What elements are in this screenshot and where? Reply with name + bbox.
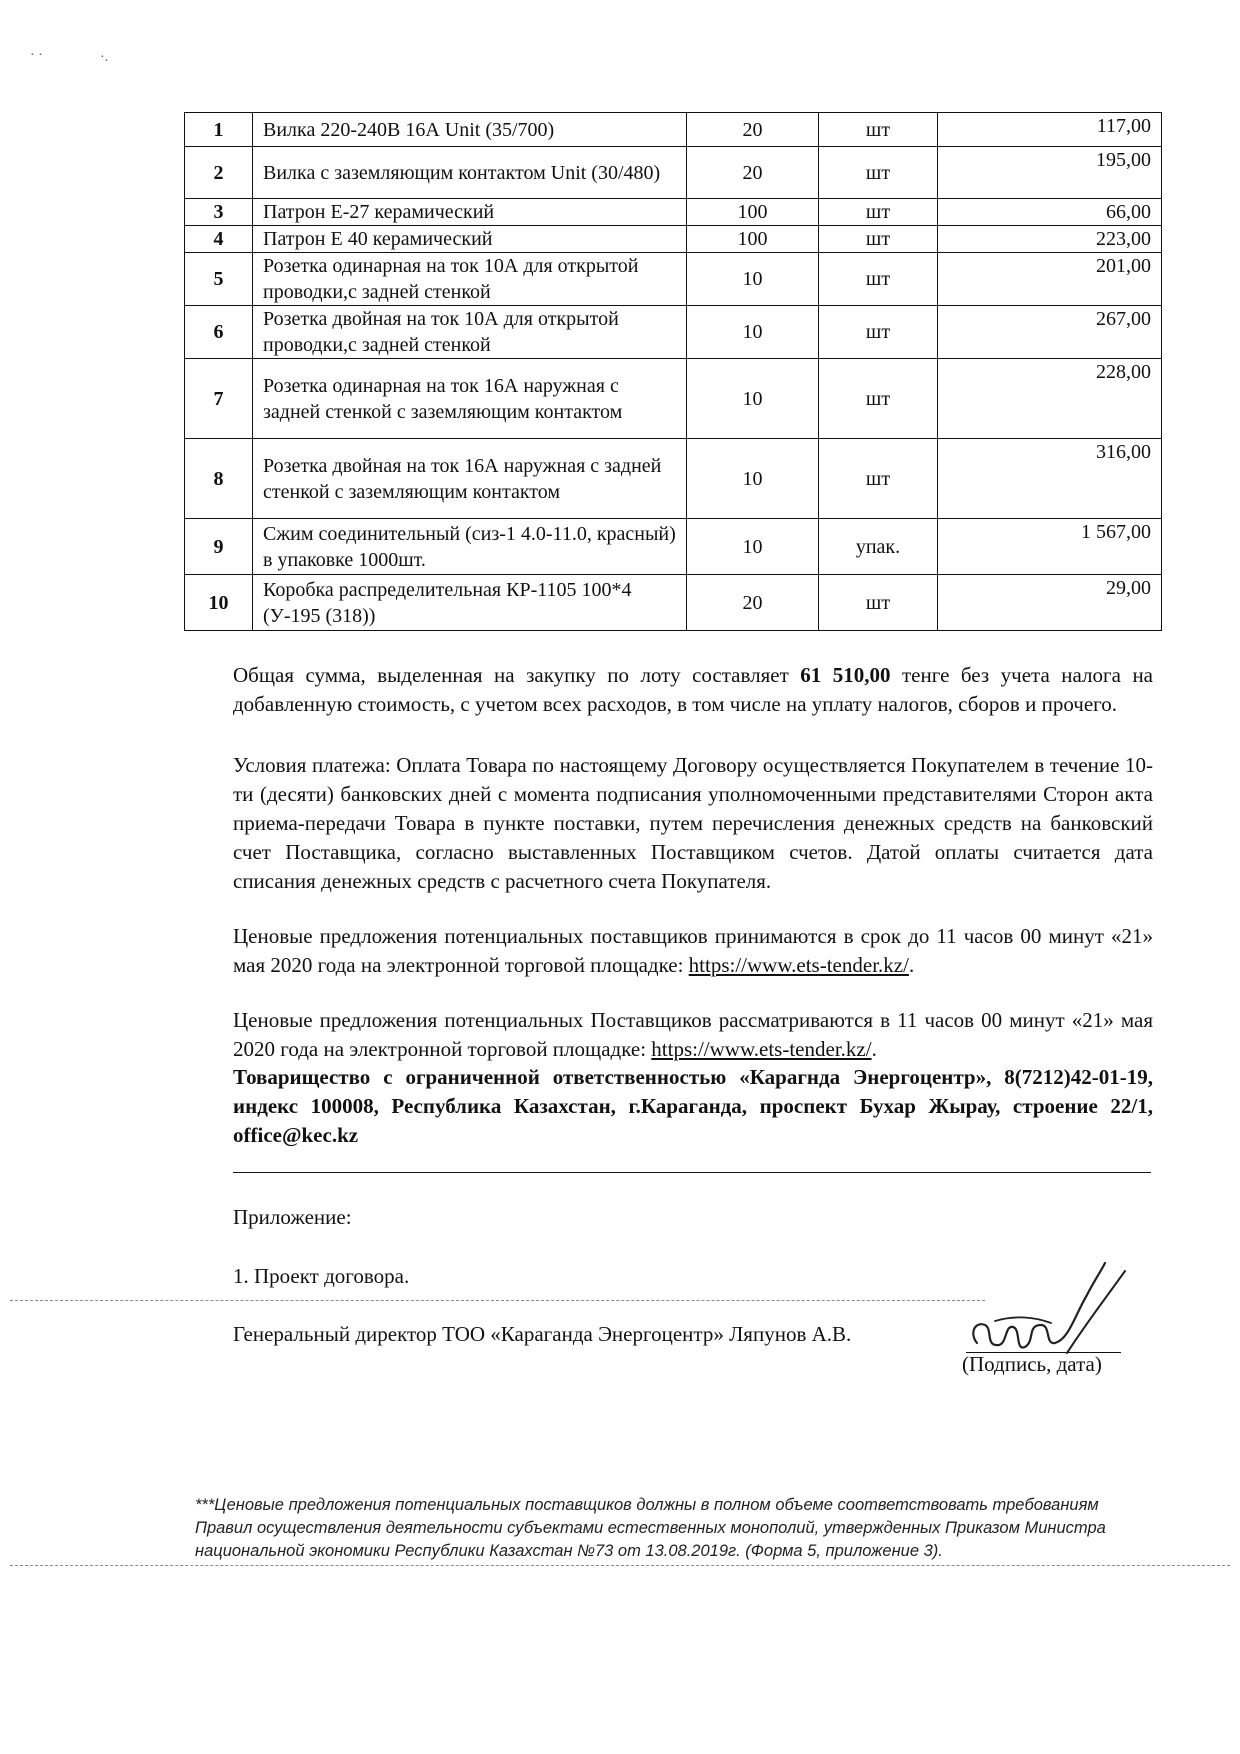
item-unit: шт [819,226,938,253]
item-name: Патрон Е-27 керамический [253,199,687,226]
item-quantity: 10 [687,519,819,575]
table-row [185,199,1162,226]
offers-review-text: Ценовые предложения потенциальных Поставщиков рассматриваются в 11 часов 00 минут «21» мая 2020 года на электронной торговой площадке: [233,1008,1153,1061]
signature-caption [962,1350,1102,1379]
row-number: 5 [185,253,253,306]
footnote-text: ***Ценовые предложения потенциальных поставщиков должны в полном объеме соответствовать требованиям Правил осуществления деятельности субъектами естественных монополий, утвержденных Приказом Министра национальной экономики Республики Казахстан №73 от 13.08.2019г. (Форма 5, приложение 3). [195,1496,1106,1560]
table-row [185,439,1162,519]
row-number: 3 [185,199,253,226]
offers-review-end: . [871,1037,877,1061]
payment-terms-text: Условия платежа: Оплата Товара по настоящему Договору осуществляется Покупателем в течение 10-ти (десяти) банковских дней с момента подписания уполномоченными представителями Сторон акта приема-передачи Товара в пункте поставки, путем перечисления денежных средств на банковский счет Поставщика, согласно выставленных Поставщиком счетов. Датой оплаты считается дата списания денежных средств с расчетного счета Покупателя. [233,753,1153,893]
item-unit: шт [819,199,938,226]
item-quantity: 20 [687,575,819,631]
item-price: 228,00 [938,359,1162,439]
scan-speck: · · [30,48,43,63]
table-row [185,575,1162,631]
table-row [185,359,1162,439]
item-price: 195,00 [938,147,1162,199]
item-price: 117,00 [938,113,1162,147]
table-row [185,226,1162,253]
table-row [185,253,1162,306]
signer-name: Генеральный директор ТОО «Караганда Энергоцентр» Ляпунов А.В. [233,1322,852,1346]
total-text-start: Общая сумма, выделенная на закупку по лоту составляет [233,663,801,687]
paragraph-payment-terms [233,751,1153,896]
table-row [185,519,1162,575]
total-text-end: тенге без учета налога на добавленную стоимость, с учетом всех расходов, в том числе на уплату налогов, сборов и прочего. [233,663,1154,716]
table-row [185,147,1162,199]
item-price: 223,00 [938,226,1162,253]
table-row [185,113,1162,147]
row-number: 8 [185,439,253,519]
item-quantity: 10 [687,359,819,439]
offers-deadline-text: Ценовые предложения потенциальных поставщиков принимаются в срок до 11 часов 00 минут «21» мая 2020 года на электронной торговой площадке: [233,924,1153,977]
item-quantity: 10 [687,253,819,306]
item-quantity: 10 [687,306,819,359]
paragraph-offers-review [233,1006,1153,1064]
appendix-label: Приложение: [233,1205,352,1229]
offers-deadline-end: . [908,953,915,977]
item-name: Патрон Е 40 керамический [253,226,687,253]
item-price: 316,00 [938,439,1162,519]
item-quantity: 100 [687,199,819,226]
item-unit: шт [819,359,938,439]
item-unit: шт [819,575,938,631]
item-price: 1 567,00 [938,519,1162,575]
item-unit: шт [819,253,938,306]
item-unit: шт [819,439,938,519]
item-unit: шт [819,113,938,147]
item-quantity: 20 [687,147,819,199]
separator-line [233,1172,1151,1173]
paragraph-total [233,661,1153,719]
item-quantity: 100 [687,226,819,253]
scan-line [10,1300,985,1301]
item-price: 66,00 [938,199,1162,226]
ets-tender-link-2[interactable]: https://www.ets-tender.kz/ [651,1037,872,1061]
item-unit: шт [819,306,938,359]
paragraph-organizer [233,1063,1153,1150]
item-name: Розетка двойная на ток 16А наружная с задней стенкой с заземляющим контактом [253,439,687,519]
row-number: 2 [185,147,253,199]
item-name: Сжим соединительный (сиз-1 4.0-11.0, красный) в упаковке 1000шт. [253,519,687,575]
item-name: Розетка одинарная на ток 16А наружная с задней стенкой с заземляющим контактом [253,359,687,439]
item-name: Вилка 220-240В 16А Unit (35/700) [253,113,687,147]
item-price: 29,00 [938,575,1162,631]
item-quantity: 20 [687,113,819,147]
appendix-item-text: 1. Проект договора. [233,1264,410,1288]
row-number: 1 [185,113,253,147]
signature-caption-text: (Подпись, дата) [962,1352,1102,1376]
item-name: Розетка одинарная на ток 10А для открытой проводки,с задней стенкой [253,253,687,306]
row-number: 10 [185,575,253,631]
item-quantity: 10 [687,439,819,519]
row-number: 6 [185,306,253,359]
scan-speck: ·. [100,50,109,65]
handwritten-signature [955,1255,1135,1365]
item-price: 267,00 [938,306,1162,359]
item-unit: упак. [819,519,938,575]
item-price: 201,00 [938,253,1162,306]
total-amount: 61 510,00 [800,663,891,687]
appendix-heading [233,1203,1153,1232]
paragraph-offers-deadline [233,922,1153,980]
item-name: Вилка с заземляющим контактом Unit (30/480) [253,147,687,199]
table-row [185,306,1162,359]
row-number: 9 [185,519,253,575]
row-number: 7 [185,359,253,439]
footnote [195,1494,1125,1563]
organizer-details: Товарищество с ограниченной ответственностью «Карагнда Энергоцентр», 8(7212)42-01-19, индекс 100008, Республика Казахстан, г.Караганда, проспект Бухар Жырау, строение 22/1, office@kec.kz [233,1065,1153,1147]
item-unit: шт [819,147,938,199]
goods-table [184,112,1162,631]
item-name: Коробка распределительная КР-1105 100*4 (У-195 (318)) [253,575,687,631]
ets-tender-link[interactable]: https://www.ets-tender.kz/ [688,953,909,977]
row-number: 4 [185,226,253,253]
item-name: Розетка двойная на ток 10А для открытой проводки,с задней стенкой [253,306,687,359]
scan-line [10,1565,1230,1566]
